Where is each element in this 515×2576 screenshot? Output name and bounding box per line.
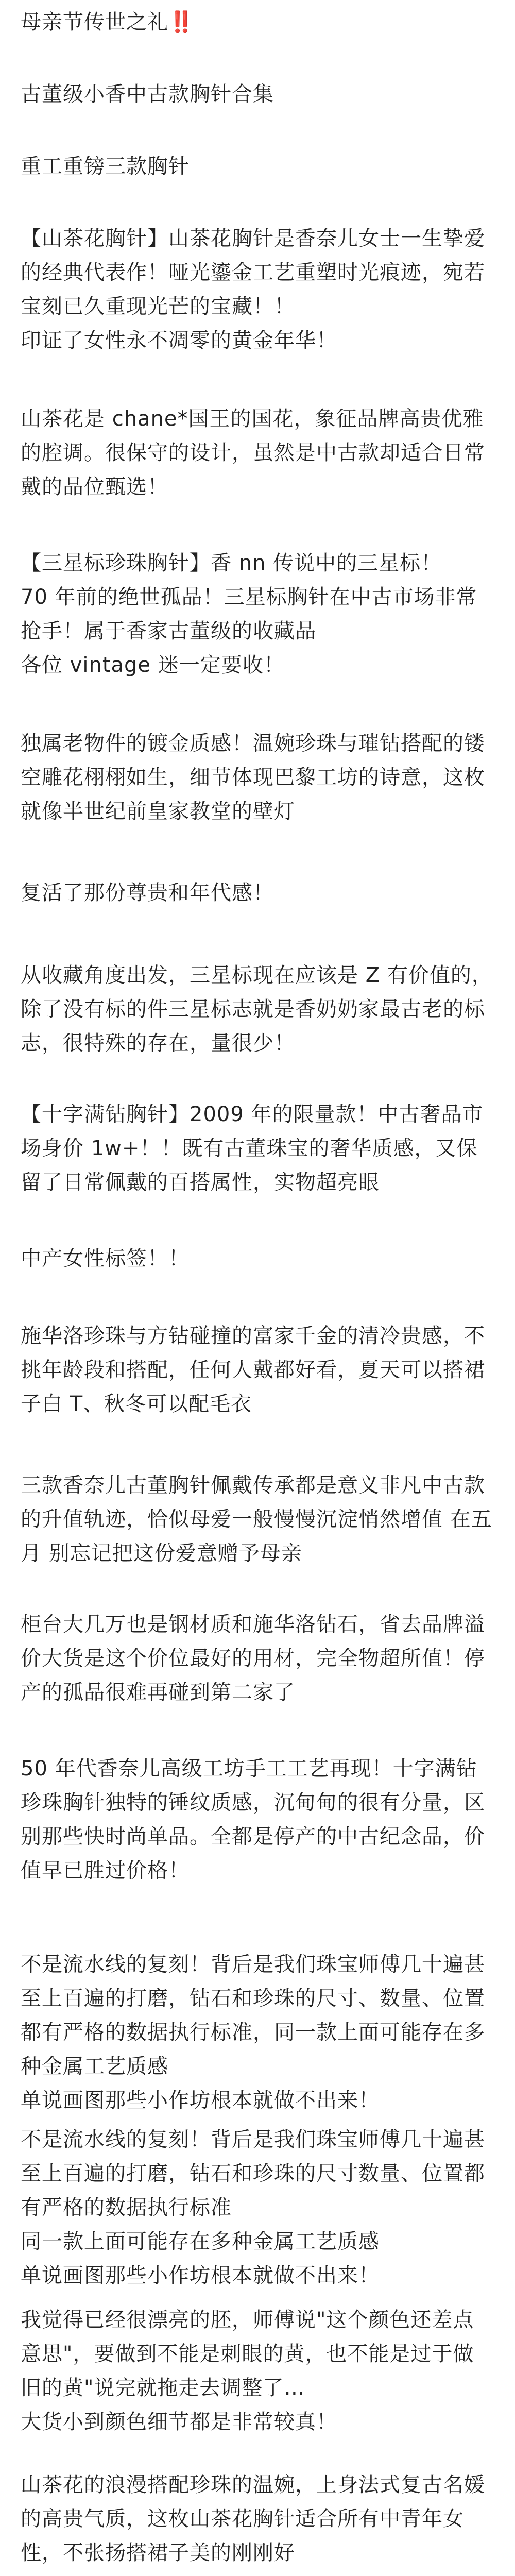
cross-value: 柜台大几万也是钢材质和施华洛钻石，省去品牌溢价大货是这个价位最好的用材，完全物超所值！停产的孤品很难再碰到第二家了	[21, 1613, 485, 1704]
cross-style: 施华洛珍珠与方钻碰撞的富家千金的清冷贵感，不挑年龄段和搭配，任何人戴都好看，夏天可以搭裙子白 T、秋冬可以配毛衣	[21, 1324, 485, 1416]
style-camellia: 山茶花的浪漫搭配珍珠的温婉，上身法式复古名媛的高贵气质，这枚山茶花胸针适合所有中青年女性，不张扬搭裙子美的刚刚好	[21, 2473, 485, 2565]
threestar-collect: 从收藏角度出发，三星标现在应该是 Z 有价值的，除了没有标的件三星标志就是香奶奶家最古老的标志，很特殊的存在，量很少！	[21, 963, 493, 1055]
title-text: 母亲节传世之礼	[21, 10, 168, 34]
double-exclamation-icon: ‼️	[168, 10, 195, 34]
recommend-line: 重工重镑三款胸针	[21, 155, 190, 178]
camellia-intro: 【山茶花胸针】山茶花胸针是香奈儿女士一生挚爱的经典代表作！哑光鎏金工艺重塑时光痕迹，宛若宝刻已久重现光芒的宝藏！！ 印证了女性永不凋零的黄金年华！	[21, 227, 485, 352]
threestar-era: 复活了那份尊贵和年代感！	[21, 881, 274, 905]
craft-handmade-2: 不是流水线的复刻！背后是我们珠宝师傅几十遍甚至上百遍的打磨，钻石和珍珠的尺寸数量、位置都有严格的数据执行标准 同一款上面可能存在多种金属工艺质感 单说画图那些小作坊根本就做不出来！	[21, 2128, 485, 2287]
threestar-detail: 独属老物件的镀金质感！温婉珍珠与璀钻搭配的镂空雕花栩栩如生，细节体现巴黎工坊的诗意，这枚就像半世纪前皇家教堂的壁灯	[21, 732, 485, 823]
collection-line: 古董级小香中古款胸针合集	[21, 82, 274, 106]
craft-handmade-1: 不是流水线的复刻！背后是我们珠宝师傅几十遍甚至上百遍的打磨，钻石和珍珠的尺寸、数量、位置都有严格的数据执行标准，同一款上面可能存在多种金属工艺质感 单说画图那些小作坊根本就做不出来！	[21, 1953, 485, 2112]
camellia-detail: 山茶花是 chane*国王的国花，象征品牌高贵优雅的腔调。很保守的设计，虽然是中古款却适合日常戴的品位甄选！	[21, 407, 485, 499]
cross-gift: 三款香奈儿古董胸针佩戴传承都是意义非凡中古款的升值轨迹，恰似母爱一般慢慢沉淀悄然增值 在五月 别忘记把这份爱意赠予母亲	[21, 1473, 492, 1565]
post-title	[21, 5, 494, 39]
cross-tag: 中产女性标签！！	[21, 1247, 190, 1270]
cross-intro: 【十字满钻胸针】2009 年的限量款！中古奢品市场身价 1w+！！既有古董珠宝的奢华质感，又保留了日常佩戴的百搭属性，实物超亮眼	[21, 1103, 484, 1194]
threestar-intro: 【三星标珍珠胸针】香 nn 传说中的三星标！ 70 年前的绝世孤品！三星标胸针在中古市场非常抢手！属于香家古董级的收藏品 各位 vintage 迷一定要收！	[21, 551, 477, 677]
craft-color: 我觉得已经很漂亮的胚，师傅说"这个颜色还差点意思"，要做到不能是刺眼的黄，也不能是过于做旧的黄"说完就拖走去调整了… 大货小到颜色细节都是非常较真！	[21, 2308, 474, 2434]
craft-heritage: 50 年代香奈儿高级工坊手工工艺再现！十字满钻珍珠胸针独特的锤纹质感，沉甸甸的很有分量，区别那些快时尚单品。全都是停产的中古纪念品，价值早已胜过价格！	[21, 1757, 485, 1883]
